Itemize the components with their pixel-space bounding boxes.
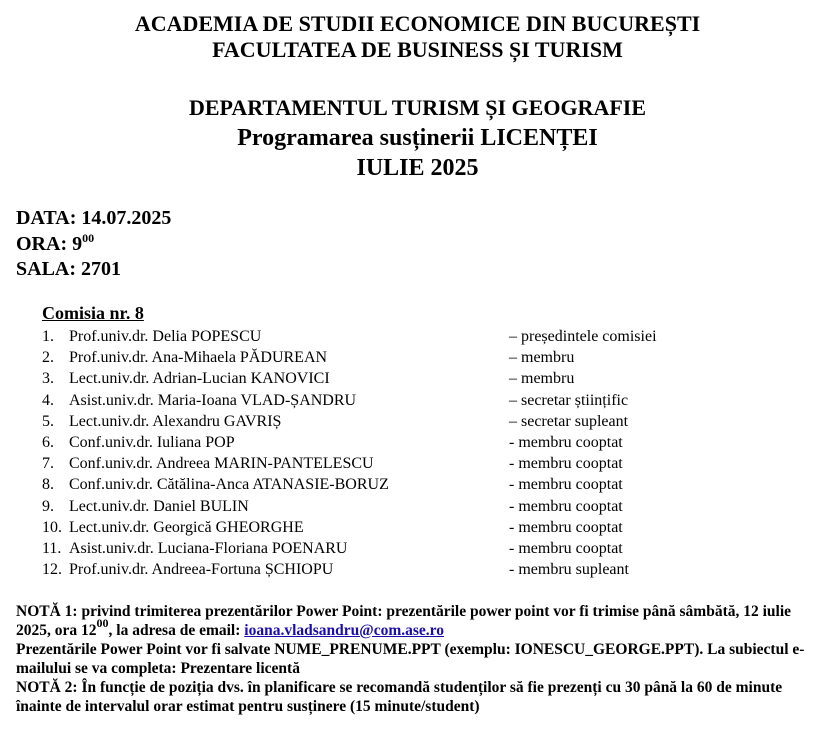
member-row [42,390,802,411]
commission-member-list [42,326,802,580]
member-number: 10. [42,518,62,536]
member-name: Lect.univ.dr. Georgică GHEORGHE [69,518,304,536]
session-period: IULIE 2025 [356,155,479,181]
university-name: ACADEMIA DE STUDII ECONOMICE DIN BUCUREȘTI [134,11,701,36]
member-row [42,411,802,432]
member-role: – membru [509,370,575,388]
member-row [42,368,802,389]
faculty-name: FACULTATEA DE BUSINESS ȘI TURISM [212,37,623,62]
member-role: – președintele comisiei [509,328,657,345]
member-row [42,559,802,580]
member-number: 3. [42,370,54,388]
member-number: 1. [42,328,54,345]
member-name: Prof.univ.dr. Ana-Mihaela PĂDUREAN [69,349,328,367]
member-role: – secretar supleant [509,412,629,430]
member-number: 6. [42,433,54,451]
member-number: 4. [42,391,54,409]
member-row [42,432,802,453]
member-number: 11. [42,539,62,557]
member-row [42,453,802,474]
member-role: – membru [509,349,575,367]
member-number: 5. [42,412,54,430]
member-row [42,496,802,517]
member-number: 7. [42,455,54,473]
member-role: - membru cooptat [509,497,623,515]
member-row [42,474,802,495]
member-name: Asist.univ.dr. Luciana-Floriana POENARU [69,539,348,557]
member-row [42,347,802,368]
note-1 [16,602,826,640]
member-role: – secretar științific [509,391,629,409]
commission-title: Comisia nr. 8 [42,303,144,323]
member-name: Conf.univ.dr. Iuliana POP [69,433,235,451]
member-name: Conf.univ.dr. Cătălina-Anca ATANASIE-BORUZ [69,476,389,494]
exam-time-minutes: 00 [82,231,95,245]
member-number: 8. [42,476,54,494]
member-name: Lect.univ.dr. Alexandru GAVRIȘ [69,412,282,430]
member-row [42,517,802,538]
document-title: Programarea susținerii LICENȚEI [237,125,598,151]
member-role: - membru cooptat [509,539,623,557]
email-link[interactable]: ioana.vladsandru@com.ase.ro [244,622,445,639]
note-2: NOTĂ 2: În funcție de poziția dvs. în planificare se recomandă studenților să fie prezenți cu 30 până la 60 de minute înainte de intervalul orar estimat pentru susținere (15 minute/student) [16,679,783,715]
exam-date: DATA: 14.07.2025 [16,207,172,229]
member-role: - membru supleant [509,561,629,579]
member-role: - membru cooptat [509,433,623,451]
member-name: Lect.univ.dr. Daniel BULIN [69,497,249,515]
member-row [42,326,802,347]
member-number: 12. [42,561,62,579]
member-name: Prof.univ.dr. Andreea-Fortuna ȘCHIOPU [69,561,334,579]
member-number: 2. [42,349,54,367]
note-1-email-intro: , la adresa de email: [108,622,245,639]
note-1-time-minutes: 00 [96,616,109,630]
exam-time [16,233,94,256]
department-name: DEPARTAMENTUL TURISM ȘI GEOGRAFIE [188,95,646,120]
note-1-text: NOTĂ 1: privind trimiterea prezentărilor Power Point: prezentările power point vor fi trimise până sâmbătă, 12 iulie 2025, ora 12 [16,603,792,639]
member-name: Lect.univ.dr. Adrian-Lucian KANOVICI [69,370,330,388]
member-role: - membru cooptat [509,476,623,494]
member-name: Prof.univ.dr. Delia POPESCU [69,328,262,345]
member-name: Conf.univ.dr. Andreea MARIN-PANTELESCU [69,455,374,473]
member-number: 9. [42,497,54,515]
exam-time-label: ORA: 9 [16,233,83,255]
member-role: - membru cooptat [509,455,623,473]
member-row [42,538,802,559]
notes-section [16,602,826,716]
exam-room: SALA: 2701 [16,258,122,280]
member-name: Asist.univ.dr. Maria-Ioana VLAD-ȘANDRU [69,391,357,409]
member-role: - membru cooptat [509,518,623,536]
note-1-naming-rule: Prezentările Power Point vor fi salvate NUME_PRENUME.PPT (exemplu: IONESCU_GEORGE.PPT). La subiectul e-mailului se va completa: Prezentare licentă [16,641,805,677]
